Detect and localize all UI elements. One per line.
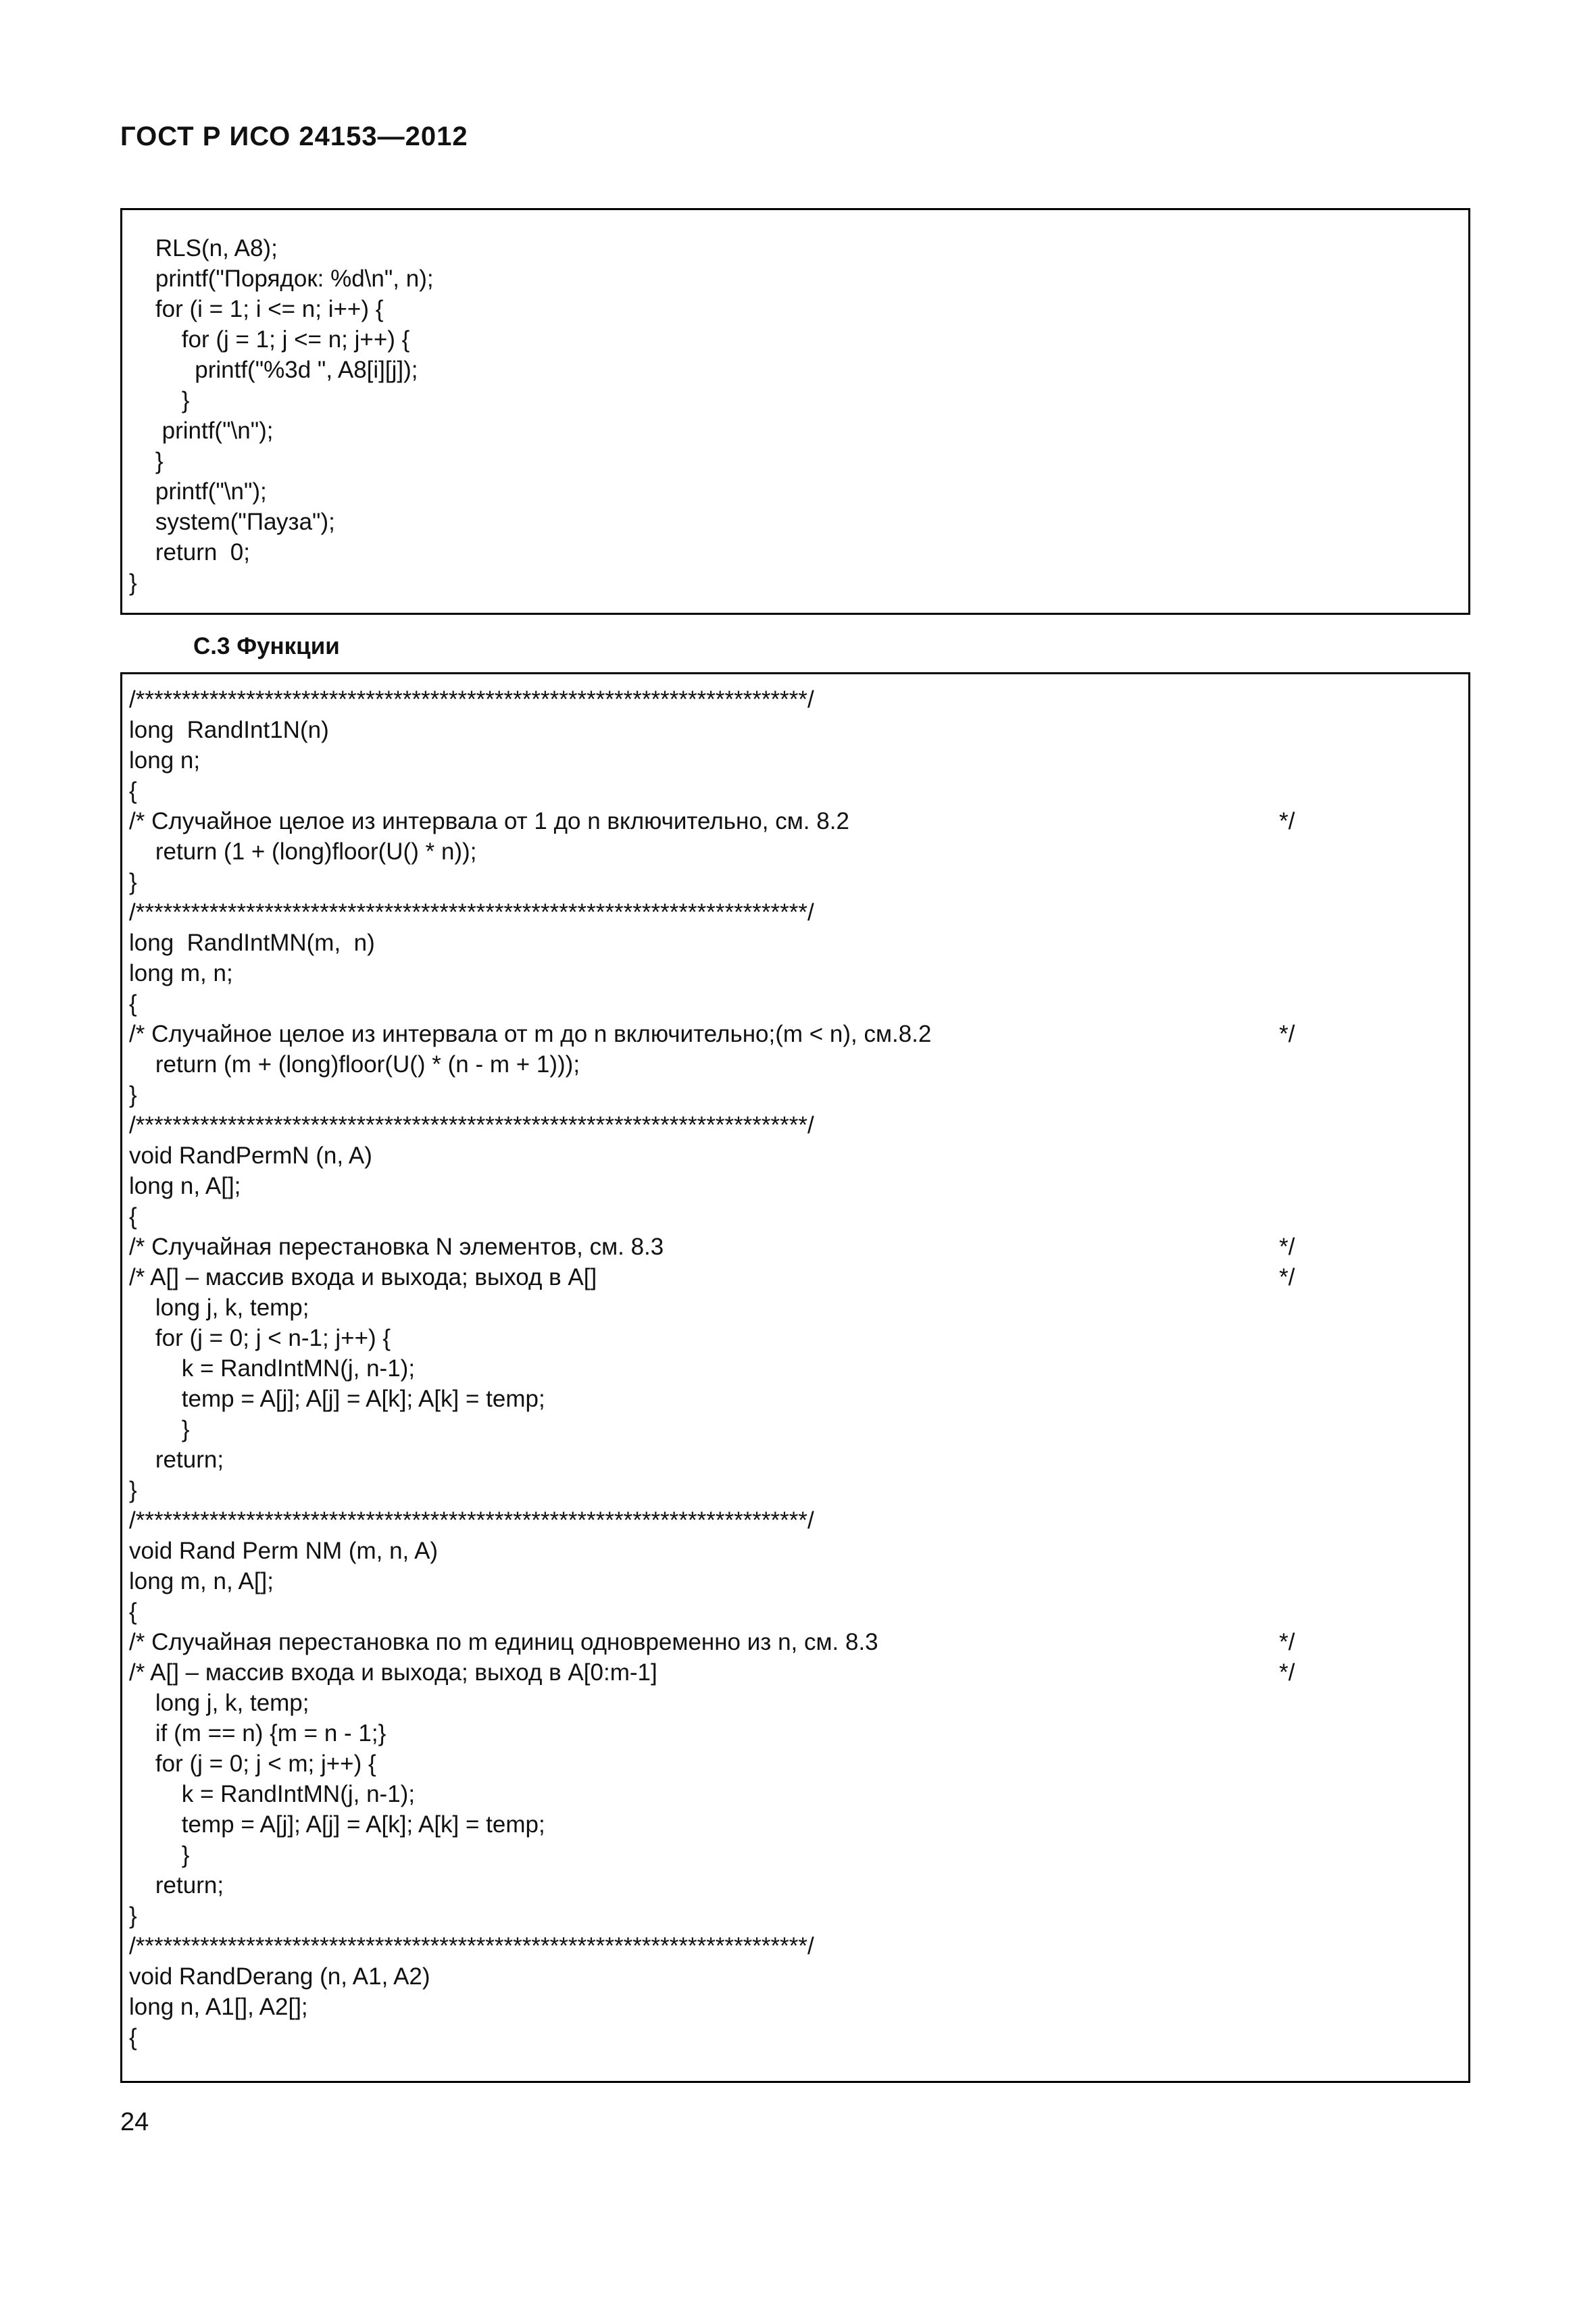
code-line: void Rand Perm NM (m, n, A) — [129, 1538, 439, 1564]
code-line: long RandInt1N(n) — [129, 717, 329, 743]
document-header: ГОСТ Р ИСО 24153—2012 — [120, 122, 468, 151]
code-line: long m, n, A[]; — [129, 1568, 274, 1594]
code-line: long n, A1[], A2[]; — [129, 1994, 308, 2020]
code-comment: /* Случайная перестановка по m единиц одновременно из n, см. 8.3 — [129, 1629, 878, 1655]
code-line: } — [129, 1477, 137, 1503]
section-title: С.3 Функции — [193, 633, 340, 659]
code-comment: /* Случайная перестановка N элементов, см. 8.3 — [129, 1234, 664, 1260]
code-line: for (j = 1; j <= n; j++) { — [129, 326, 410, 353]
page-number: 24 — [120, 2108, 149, 2136]
comment-end-marker: */ — [1279, 1264, 1295, 1290]
comment-separator: /*************************************************************************/ — [129, 686, 814, 713]
code-line: long j, k, temp; — [129, 1690, 309, 1716]
code-line: return; — [129, 1872, 224, 1898]
code-line: } — [129, 1903, 137, 1929]
code-line: RLS(n, A8); — [129, 235, 278, 261]
code-line: long n; — [129, 747, 201, 774]
code-line: return (m + (long)floor(U() * (n - m + 1))); — [129, 1051, 580, 1078]
code-comment: /* Случайное целое из интервала от 1 до n включительно, см. 8.2 — [129, 808, 849, 834]
code-line: void RandDerang (n, A1, A2) — [129, 1963, 430, 1990]
code-line: temp = A[j]; A[j] = A[k]; A[k] = temp; — [129, 1386, 545, 1412]
code-comment: /* Случайное целое из интервала от m до n включительно;(m < n), см.8.2 — [129, 1021, 932, 1047]
code-line: return 0; — [129, 539, 250, 565]
code-block-main-end — [120, 208, 1470, 615]
code-line: long n, A[]; — [129, 1173, 241, 1199]
code-line: if (m == n) {m = n - 1;} — [129, 1720, 386, 1746]
code-line: } — [129, 1416, 190, 1442]
code-line: printf("\n"); — [129, 478, 267, 505]
code-line: for (i = 1; i <= n; i++) { — [129, 296, 384, 322]
code-comment: /* A[] – массив входа и выхода; выход в A[0:m-1] — [129, 1659, 657, 1686]
code-line: } — [129, 1842, 190, 1868]
code-line: k = RandIntMN(j, n-1); — [129, 1781, 416, 1807]
code-line: return (1 + (long)floor(U() * n)); — [129, 838, 477, 865]
code-line: printf("Порядок: %d\n", n); — [129, 266, 434, 292]
code-line: k = RandIntMN(j, n-1); — [129, 1355, 416, 1382]
code-line: { — [129, 990, 137, 1017]
comment-end-marker: */ — [1279, 1629, 1295, 1655]
code-line: temp = A[j]; A[j] = A[k]; A[k] = temp; — [129, 1811, 545, 1838]
code-line: for (j = 0; j < m; j++) { — [129, 1751, 376, 1777]
comment-separator: /*************************************************************************/ — [129, 1112, 814, 1138]
code-line: long m, n; — [129, 960, 233, 986]
comment-separator: /*************************************************************************/ — [129, 1933, 814, 1959]
code-line: { — [129, 1203, 137, 1230]
code-line: } — [129, 869, 137, 895]
code-line: } — [129, 1082, 137, 1108]
comment-separator: /*************************************************************************/ — [129, 899, 814, 926]
code-line: for (j = 0; j < n-1; j++) { — [129, 1325, 391, 1351]
code-line: { — [129, 778, 137, 804]
comment-end-marker: */ — [1279, 1234, 1295, 1260]
comment-separator: /*************************************************************************/ — [129, 1507, 814, 1534]
comment-end-marker: */ — [1279, 808, 1295, 834]
code-line: } — [129, 448, 164, 474]
code-line: long j, k, temp; — [129, 1294, 309, 1321]
code-block-functions — [120, 672, 1470, 2083]
code-line: } — [129, 387, 190, 413]
comment-end-marker: */ — [1279, 1021, 1295, 1047]
code-line: void RandPermN (n, A) — [129, 1142, 372, 1169]
code-line: printf("%3d ", A8[i][j]); — [129, 357, 418, 383]
code-line: { — [129, 2024, 137, 2051]
code-line: return; — [129, 1447, 224, 1473]
code-comment: /* A[] – массив входа и выхода; выход в A[] — [129, 1264, 597, 1290]
code-line: } — [129, 570, 137, 596]
code-line: system("Пауза"); — [129, 509, 335, 535]
comment-end-marker: */ — [1279, 1659, 1295, 1686]
code-line: { — [129, 1599, 137, 1625]
code-line: long RandIntMN(m, n) — [129, 930, 375, 956]
code-line: printf("\n"); — [129, 418, 274, 444]
